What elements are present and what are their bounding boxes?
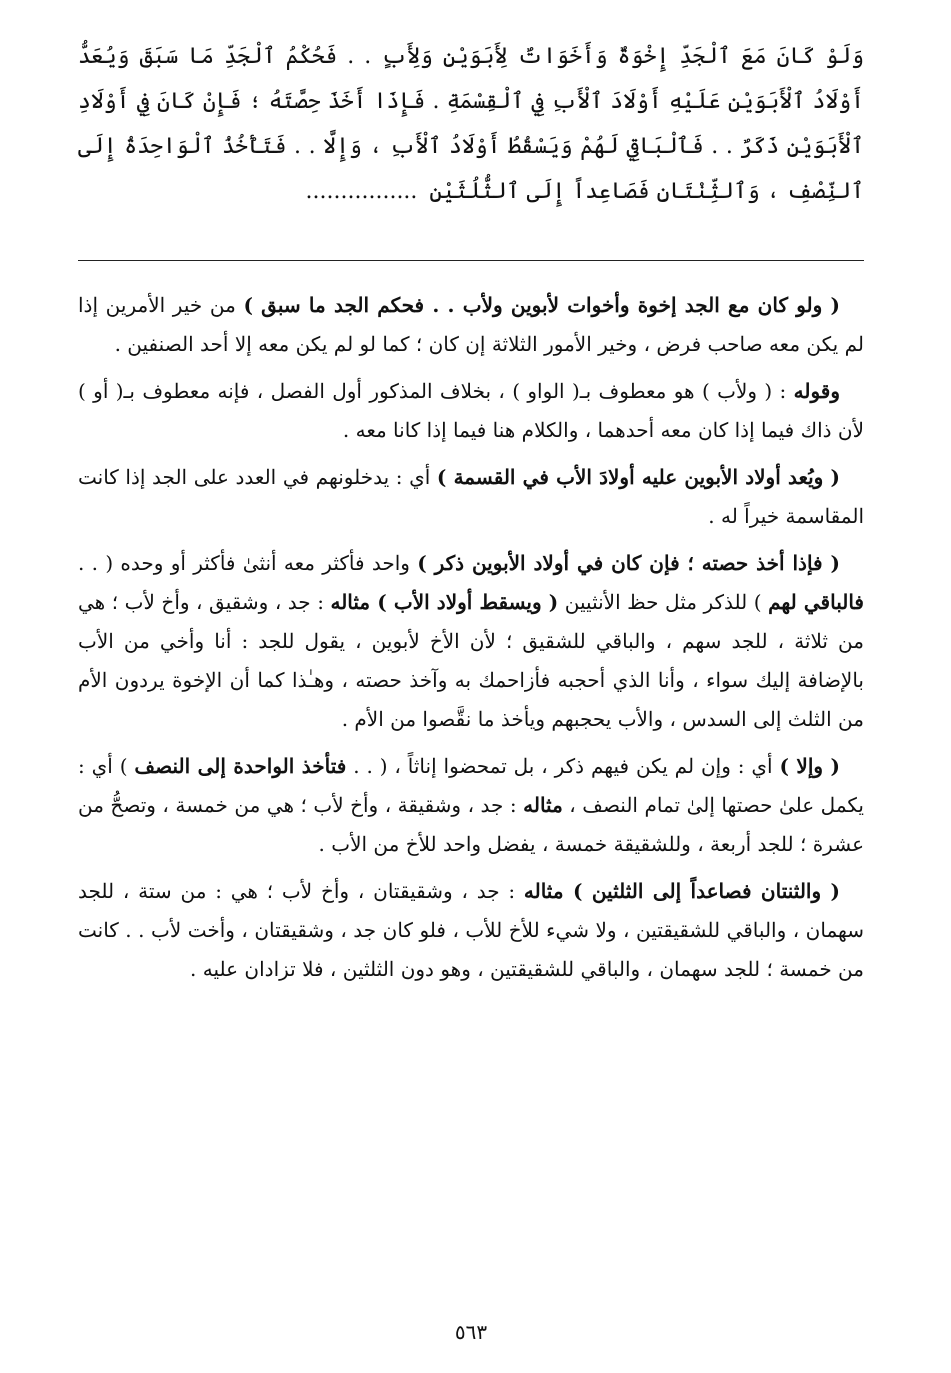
quoted-matn: فالباقي لهم — [768, 590, 864, 614]
quoted-matn: ( ويسقط أولاد الأب ) مثاله — [330, 590, 559, 614]
commentary-text: أي : يدخلونهم في العدد على الجد إذا كانت المقاسمة خيراً له . — [78, 465, 864, 528]
quoted-matn: ( فإذا أخذ حصته ؛ فإن كان في أولاد الأبوين ذكر ) — [417, 551, 840, 575]
quoted-matn: مثاله — [523, 793, 563, 817]
commentary-text: : جد ، وشقيقتان ، وأخ لأب ؛ هي : من ستة ، للجد سهمان ، والباقي للشقيقتين ، ولا شيء للأخ للأب ، فلو كان جد ، وشقيقتان ، وأخت لأب . . كانت من خمسة ؛ للجد سهمان ، والباقي للشقيقتين ، وهو دون الثلثين ، فلا تزادان عليه . — [78, 879, 864, 981]
matn-trailing-dots: ................ — [305, 179, 418, 204]
commentary-text: : ( ولأب ) هو معطوف بـ( الواو ) ، بخلاف المذكور أول الفصل ، فإنه معطوف بـ( أو ) لأن ذاك فيما إذا كان معه أحدهما ، والكلام هنا فيما إذا كانا معه . — [78, 379, 864, 442]
matn-text — [78, 34, 864, 214]
commentary-text: واحد فأكثر معه أنثىٰ فأكثر أو وحده ( . . — [78, 551, 418, 575]
commentary-text: : جد ، وشقيقة ، وأخ لأب ؛ هي من خمسة ، وتصحُّ من عشرة ؛ للجد أربعة ، وللشقيقة خمسة ، يفضل واحد للأخ من الأب . — [78, 793, 864, 856]
commentary — [78, 286, 864, 997]
commentary-paragraph-4 — [78, 544, 864, 739]
quoted-matn: ( ولو كان مع الجد إخوة وأخوات لأبوين ولأب . . فحكم الجد ما سبق ) — [243, 293, 840, 317]
commentary-text: من خير الأمرين إذا لم يكن معه صاحب فرض ، وخير الأمور الثلاثة إن كان ؛ كما لو لم يكن معه إلا أحد الصنفين . — [78, 293, 864, 356]
quoted-matn: ( وإلا ) — [779, 754, 840, 778]
page — [78, 34, 864, 1354]
footnote-divider — [78, 260, 864, 261]
commentary-text: أي : وإن لم يكن فيهم ذكر ، بل تمحضوا إناثاً ، ( . . — [346, 754, 780, 778]
commentary-paragraph-6 — [78, 872, 864, 989]
commentary-paragraph-1 — [78, 286, 864, 364]
commentary-text: : جد ، وشقيق ، وأخ لأب ؛ هي من ثلاثة ، للجد سهم ، والباقي للشقيق ؛ لأن الأخ لأبوين ، يقول للجد : أنا وأخي من الأب بالإضافة إليك سواء ، وأنا الذي أحجبه فأزاحمك به وآخذ حصته ، وهـٰذا كما أن الإخوة يردون الأم من الثلث إلى السدس ، والأب يحجبهم ويأخذ ما نقَّصوا من الأم . — [78, 590, 864, 731]
commentary-text: ) أي : يكمل علىٰ حصتها إلىٰ تمام النصف ، — [78, 754, 864, 817]
quoted-matn: ( ويُعد أولاد الأبوين عليه أولادَ الأب في القسمة ) — [436, 465, 840, 489]
quoted-matn: ( والثنتان فصاعداً إلى الثلثين ) مثاله — [523, 879, 840, 903]
commentary-paragraph-5 — [78, 747, 864, 864]
quoted-matn: وقوله — [793, 379, 840, 403]
page-number: ٥٦٣ — [454, 1320, 488, 1344]
commentary-text: ) للذكر مثل حظ الأنثيين — [558, 590, 769, 614]
quoted-matn: فتأخذ الواحدة إلى النصف — [134, 754, 347, 778]
commentary-paragraph-3 — [78, 458, 864, 536]
commentary-paragraph-2 — [78, 372, 864, 450]
matn-body: وَلَوْ كَانَ مَعَ ٱلْجَدِّ إِخْوَةٌ وَأَخَوَاتٌ لِأَبَوَيْنِ وَلِأَبٍ . . فَحُكْمُ ٱلْجَدِّ مَا سَبَقَ وَيُعَدُّ أَوْلَادُ ٱلْأَبَوَيْنِ عَلَيْهِ أَوْلَادَ ٱلْأَبِ فِي ٱلْقِسْمَةِ . فَإِذَا أَخَذَ حِصَّتَهُ ؛ فَإِنْ كَانَ فِي أَوْلَادِ ٱلْأَبَوَيْنِ ذَكَرٌ . . فَٱلْبَاقِي لَهُمْ وَيَسْقُطُ أَوْلَادُ ٱلْأَبِ ، وَإِلَّا . . فَتَأْخُذُ ٱلْوَاحِدَةُ إِلَى ٱلنِّصْفِ ، وَٱلثِّنْتَانِ فَصَاعِداً إِلَى ٱلثُّلُثَيْنِ — [78, 44, 864, 204]
